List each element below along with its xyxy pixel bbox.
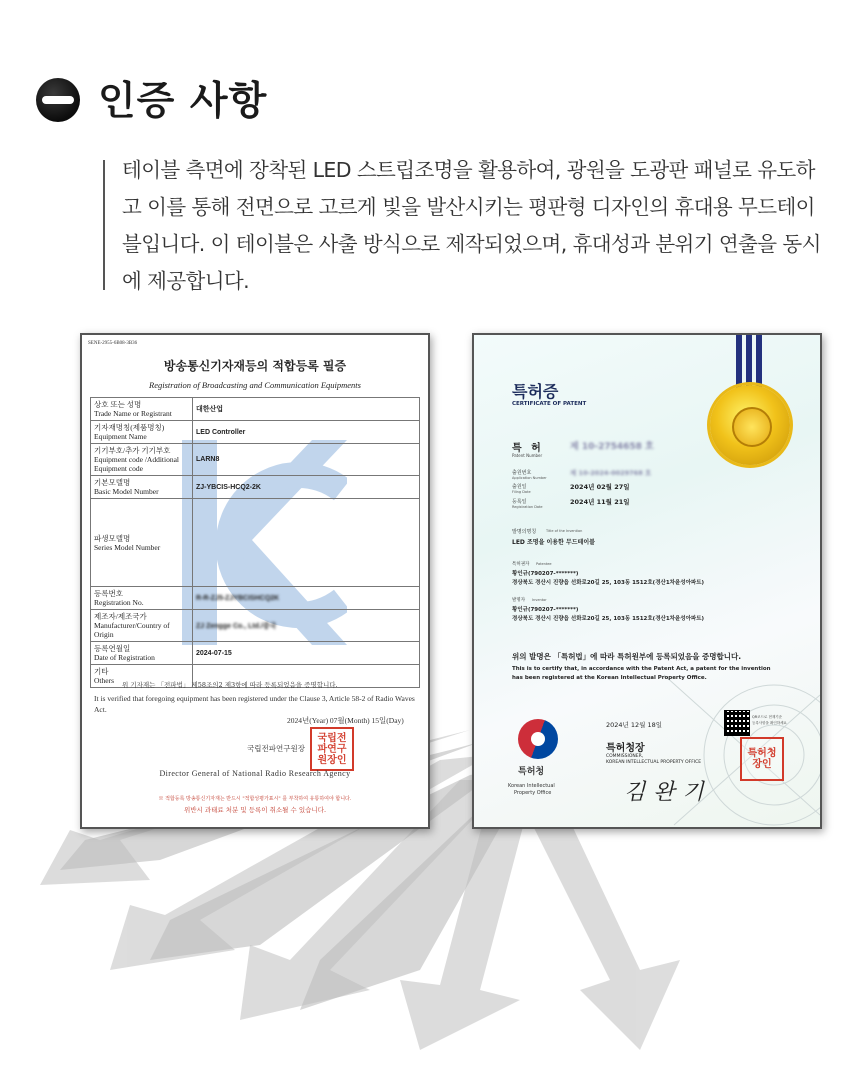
row-label-en: Equipment code /Additional Equipment code — [94, 455, 179, 473]
table-row — [91, 610, 420, 642]
row-value: 2024-07-15 — [193, 642, 420, 665]
kc-title-ko: 방송통신기자재등의 적합등록 필증 — [163, 359, 347, 373]
patentee-name: 황인규(790207-*******) — [512, 571, 579, 577]
office-name-en-1: Korean Intellectual — [508, 783, 555, 789]
application-label-en: Application Number — [512, 476, 547, 480]
row-label-ko: 상호 또는 성명 — [94, 400, 142, 409]
commissioner-ko: 특허청장 — [606, 743, 645, 754]
registration-date-value: 2024년 11월 21일 — [570, 498, 630, 506]
invention-title-label: 발명의명칭 — [512, 529, 537, 535]
row-label-ko: 기자재명칭(제품명칭) — [94, 423, 165, 432]
qr-note-1: QR코드로 현재기준 — [752, 715, 782, 719]
row-label-en: Manufacturer/Country of Origin — [94, 621, 170, 639]
table-row — [91, 587, 420, 610]
row-value: 대한산업 — [193, 398, 420, 421]
patent-statement-ko: 위의 발명은 「특허법」에 따라 특허원부에 등록되었음을 증명합니다. — [512, 652, 742, 661]
inventor-label-en: Inventor — [532, 598, 547, 602]
kc-footnote-1: ※ 적합등록 방송통신기자재는 반드시 "적합성평가표시" 를 부착하여 유통하여야 합니다. — [158, 796, 352, 802]
row-label-en: Trade Name or Registrant — [94, 409, 172, 418]
table-row — [91, 499, 420, 587]
row-value-redacted: ZJ Zengge Co., Ltd./중국 — [193, 610, 420, 642]
registration-date-label-en: Registration Date — [512, 505, 543, 509]
row-label-en: Others — [94, 676, 114, 685]
invention-title-value: LED 조명을 이용한 무드테이블 — [512, 539, 595, 546]
kc-statement-en: It is verified that foregoing equipment has been registered under the Clause 3, Article 58-2 of Radio Waves Act. — [94, 694, 415, 714]
gold-seal-icon — [710, 385, 790, 465]
kc-title-en: Registration of Broadcasting and Communication Equipments — [149, 380, 361, 390]
commissioner-signature: 김완기 — [624, 780, 712, 805]
patentee-address: 경상북도 경산시 진량읍 선화로20길 25, 103동 1512호(경산1차윤성아파트) — [512, 580, 705, 586]
filing-date-value: 2024년 02월 27일 — [570, 483, 630, 491]
patent-statement-en-1: This is to certify that, in accordance with the Patent Act, a patent for the invention — [512, 666, 771, 672]
kc-official-seal: 국립전파연구원장인 — [310, 727, 354, 771]
table-row — [91, 642, 420, 665]
row-value — [193, 499, 420, 587]
inventor-address: 경상북도 경산시 진량읍 선화로20길 25, 103동 1512호(경산1차윤성아파트) — [512, 616, 705, 622]
row-value: ZJ-YBCIS-HCQ2-2K — [193, 476, 420, 499]
patent-statement-en-2: has been registered at the Korean Intellectual Property Office. — [512, 675, 707, 681]
row-label-en: Registration No. — [94, 598, 144, 607]
office-name-ko: 특허청 — [518, 767, 545, 777]
row-value: LARN8 — [193, 444, 420, 476]
qr-note-2: 등록사항을 확인하세요 — [752, 721, 787, 725]
certificate-code: SENE-2955-6B08-3B36 — [88, 341, 138, 346]
section-description: 테이블 측면에 장착된 LED 스트립조명을 활용하여, 광원을 도광판 패널로 유도하고 이를 통해 전면으로 고르게 빛을 발산시키는 평판형 디자인의 휴대용 무드테이블입니다. 이 테이블은 사출 방식으로 제작되었으며, 휴대성과 분위기 연출을 동시에 제공합니다. — [122, 158, 821, 293]
section-title: 인증 사항 — [98, 79, 268, 124]
patent-number-label-en: Patent Number — [512, 453, 543, 458]
patent-title-ko: 특허증 — [512, 382, 559, 401]
kc-footnote-2: 위반시 과태료 처분 및 등록이 취소될 수 있습니다. — [183, 806, 327, 814]
row-label-en: Date of Registration — [94, 653, 155, 662]
kc-issuer-ko: 국립전파연구원장 — [247, 744, 305, 753]
row-label-ko: 기타 — [94, 667, 109, 676]
row-label-ko: 등록연월일 — [94, 644, 131, 653]
patent-title-en: CERTIFICATE OF PATENT — [512, 401, 587, 407]
table-row — [91, 444, 420, 476]
application-label: 출원번호 — [512, 470, 532, 476]
registration-date-label: 등록일 — [512, 499, 527, 505]
filing-date-label: 출원일 — [512, 484, 527, 490]
kipo-official-seal: 특허청장인 — [740, 737, 784, 781]
inventor-label: 발명자 — [512, 598, 526, 603]
row-label-ko: 기본모델명 — [94, 478, 131, 487]
office-name-en-2: Property Office — [514, 790, 552, 796]
issue-date: 2024년 12월 18일 — [606, 721, 663, 729]
kc-date-line: 2024년(Year) 07월(Month) 15일(Day) — [287, 716, 404, 725]
patent-number-value: 제 10-2754658 호 — [570, 442, 654, 452]
table-row — [91, 398, 420, 421]
table-row — [91, 421, 420, 444]
description-bar — [103, 160, 105, 290]
invention-title-label-en: Title of the Invention — [546, 529, 583, 533]
row-label-en: Basic Model Number — [94, 487, 159, 496]
row-value-redacted: R-R-ZJ5-ZJYBCISHCQ2K — [193, 587, 420, 610]
kc-issuer-en: Director General of National Radio Research Agency — [159, 769, 351, 778]
row-label-ko: 제조자/제조국가 — [94, 612, 147, 621]
inventor-name: 황인규(790207-*******) — [512, 607, 579, 613]
patentee-label-en: Patentee — [536, 562, 552, 566]
filing-date-label-en: Filing Date — [512, 490, 531, 494]
commissioner-en-2: KOREAN INTELLECTUAL PROPERTY OFFICE — [606, 760, 702, 765]
row-label-ko: 등록번호 — [94, 589, 123, 598]
table-row — [91, 476, 420, 499]
kipo-logo-icon — [518, 719, 558, 759]
section-bullet-icon — [36, 78, 80, 122]
patent-certificate — [472, 333, 822, 829]
registration-table — [90, 397, 420, 688]
kc-statement-ko: 위 기자재는 「전파법」 제58조의2 제3항에 따라 등록되었음을 증명합니다. — [122, 681, 338, 689]
row-value: LED Controller — [193, 421, 420, 444]
patent-number-label: 특 허 — [512, 443, 544, 454]
row-label-en: Series Model Number — [94, 542, 161, 552]
patentee-label: 특허권자 — [512, 562, 530, 567]
row-label-ko: 파생모델명 — [94, 533, 131, 543]
row-label-ko: 기기부호/추가 기기부호 — [94, 446, 171, 455]
commissioner-en-1: COMMISSIONER, — [606, 754, 644, 759]
row-label-en: Equipment Name — [94, 432, 147, 441]
kc-registration-certificate — [80, 333, 430, 829]
qr-code — [724, 710, 750, 736]
application-number-value: 제 10-2024-0029768 호 — [570, 469, 652, 477]
